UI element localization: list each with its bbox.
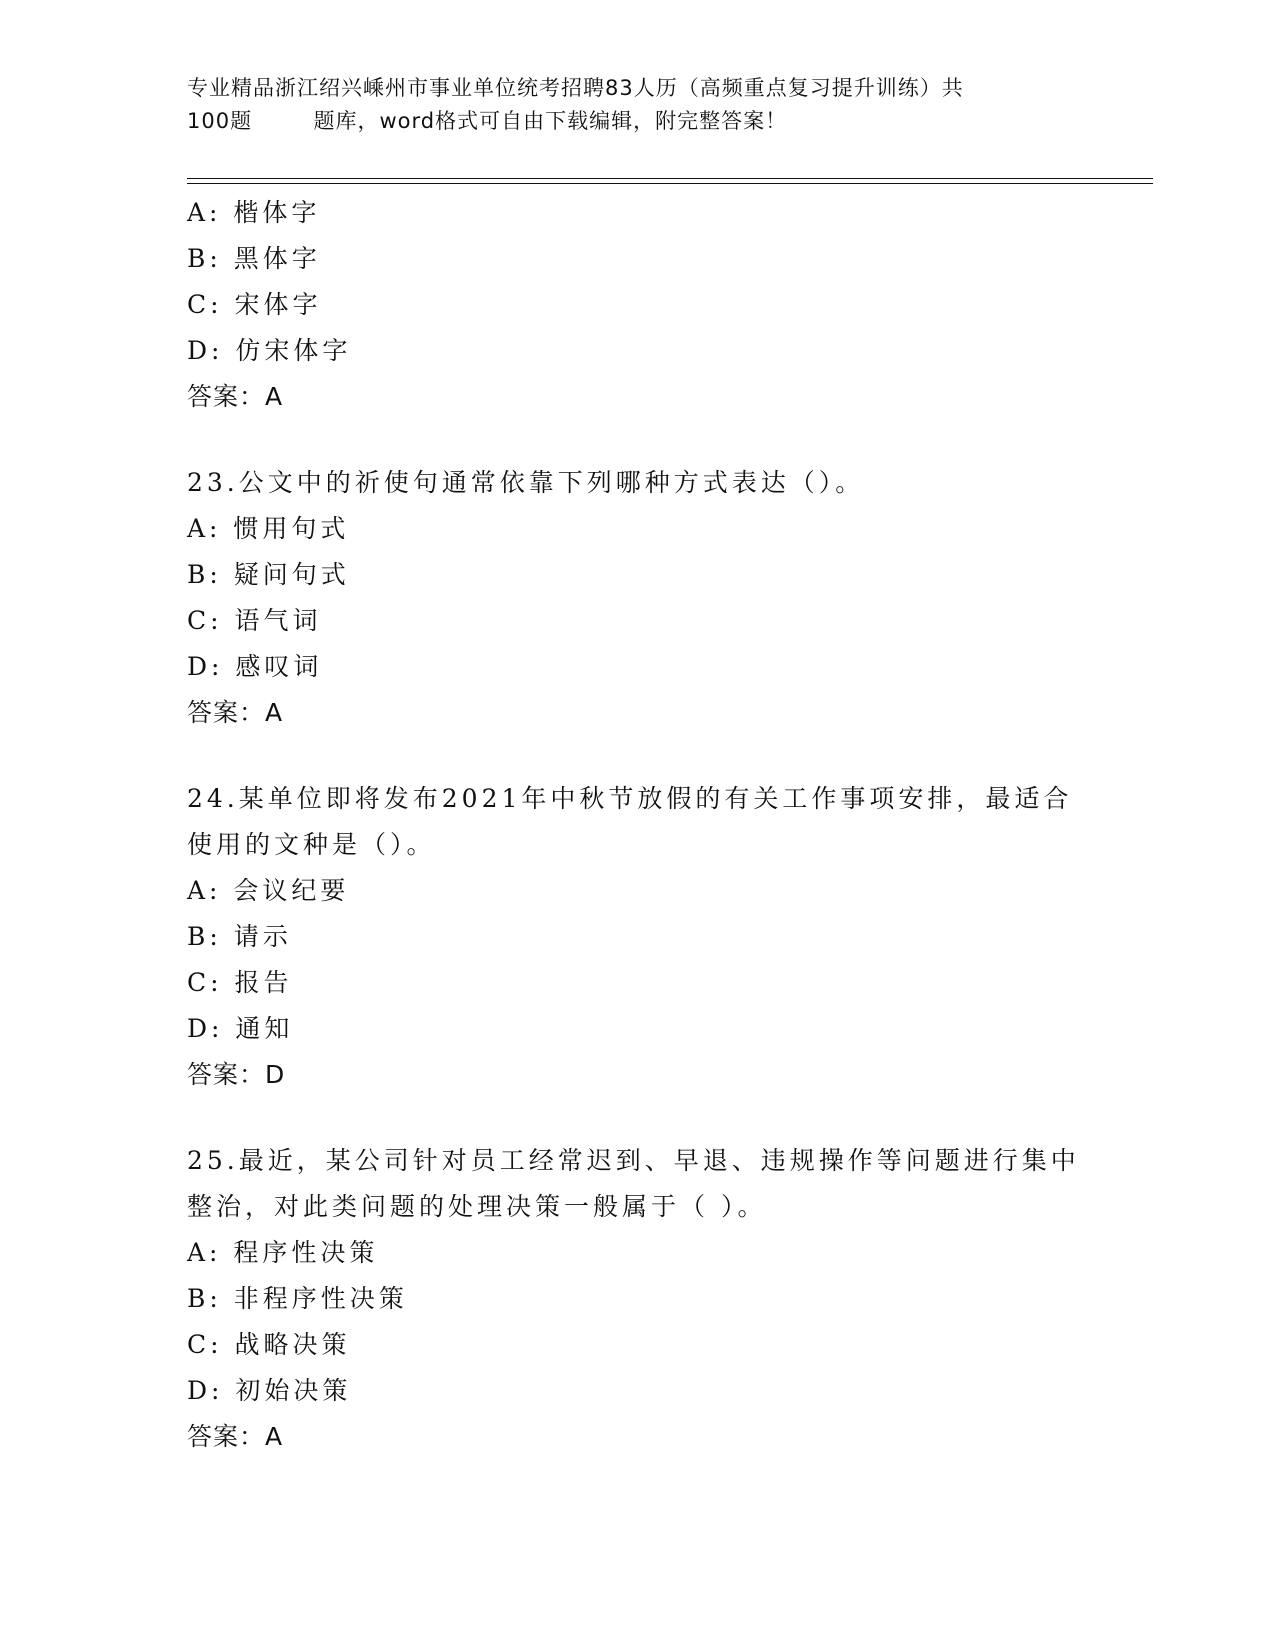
question-25 [187,1138,1087,1460]
option-d: D: 通知 [187,1014,294,1043]
option-c: C: 报告 [187,968,293,997]
option-b: B: 疑问句式 [187,560,350,589]
option-c: C: 语气词 [187,606,322,635]
question-22 [187,190,1087,420]
header-line-2: 100题 题库，word格式可自由下载编辑，附完整答案！ [187,109,788,133]
question-stem-line-2: 整治，对此类问题的处理决策一般属于（ ）。 [187,1192,767,1221]
answer-line: 答案：A [187,1422,284,1451]
answer-line: 答案：D [187,1060,286,1089]
question-list [187,190,1087,1460]
option-d: D: 初始决策 [187,1376,352,1405]
document-header [187,72,1087,138]
option-c: C: 战略决策 [187,1330,351,1359]
option-a: A: 程序性决策 [187,1238,379,1267]
question-24 [187,776,1087,1098]
option-a: A: 楷体字 [187,198,321,227]
option-a: A: 会议纪要 [187,876,350,905]
header-rule-bottom [187,183,1153,184]
answer-line: 答案：A [187,382,284,411]
option-b: B: 非程序性决策 [187,1284,408,1313]
question-stem-line-1: 25.最近，某公司针对员工经常迟到、早退、违规操作等问题进行集中 [187,1146,1080,1175]
option-b: B: 黑体字 [187,244,321,273]
option-d: D: 仿宋体字 [187,336,352,365]
header-rule-top [187,178,1153,179]
header-line-1: 专业精品浙江绍兴嵊州市事业单位统考招聘83人历（高频重点复习提升训练）共 [187,76,964,100]
question-stem-line-1: 24.某单位即将发布2021年中秋节放假的有关工作事项安排，最适合 [187,784,1073,813]
option-c: C: 宋体字 [187,290,322,319]
option-d: D: 感叹词 [187,652,323,681]
question-stem-line-2: 使用的文种是（）。 [187,830,436,859]
option-a: A: 惯用句式 [187,514,350,543]
question-stem: 23.公文中的祈使句通常依靠下列哪种方式表达（）。 [187,468,865,497]
option-b: B: 请示 [187,922,292,951]
answer-line: 答案：A [187,698,284,727]
question-23 [187,460,1087,736]
